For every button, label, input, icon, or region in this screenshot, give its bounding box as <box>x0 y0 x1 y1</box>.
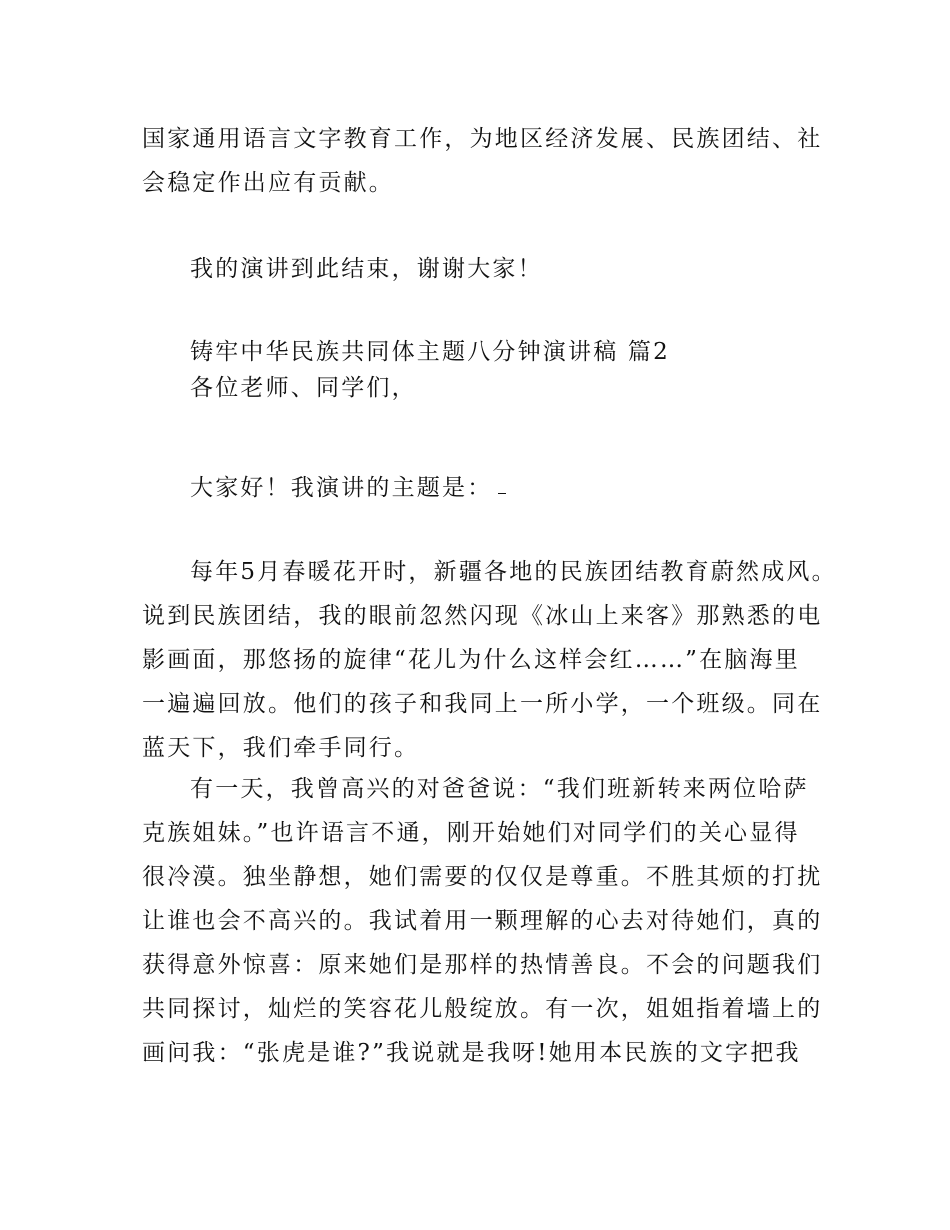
text-line: 一遍遍回放。他们的孩子和我同上一所小学，一个班级。同在 <box>142 691 823 717</box>
speech-heading-block <box>142 334 812 406</box>
text-line: 影画面，那悠扬的旋律“花儿为什么这样会红……”在脑海里 <box>142 647 800 673</box>
text-line: 画问我：“张虎是谁?”我说就是我呀!她用本民族的文字把我 <box>142 1040 801 1066</box>
text-line: 会稳定作出应有贡献。 <box>142 170 394 196</box>
text-line: 让谁也会不高兴的。我试着用一颗理解的心去对待她们，真的 <box>142 908 823 934</box>
speech-heading: 铸牢中华民族共同体主题八分钟演讲稿 篇2 <box>190 339 670 365</box>
text-line: 有一天，我曾高兴的对爸爸说：“我们班新转来两位哈萨 <box>190 776 809 802</box>
blank-underline <box>498 485 506 494</box>
text-line: 蓝天下，我们牵手同行。 <box>142 735 420 761</box>
text-line: 获得意外惊喜：原来她们是那样的热情善良。不会的问题我们 <box>142 952 823 978</box>
text-line: 说到民族团结，我的眼前忽然闪现《冰山上来客》那熟悉的电 <box>142 603 823 629</box>
text-line: 每年5月春暖花开时，新疆各地的民族团结教育蔚然成风。 <box>190 559 837 585</box>
text-line: 克族姐妹。”也许语言不通，刚开始她们对同学们的关心显得 <box>142 820 800 846</box>
text-line: 国家通用语言文字教育工作，为地区经济发展、民族团结、社 <box>142 126 823 152</box>
greeting <box>142 466 812 510</box>
closing-line <box>142 247 812 291</box>
paragraph-continuation <box>142 117 823 205</box>
closing-text: 我的演讲到此结束，谢谢大家！ <box>190 256 543 282</box>
text-line: 共同探讨，灿烂的笑容花儿般绽放。有一次，姐姐指着墙上的 <box>142 996 823 1022</box>
salutation: 各位老师、同学们， <box>190 375 417 401</box>
paragraph-1 <box>142 550 837 770</box>
text-line: 很冷漠。独坐静想，她们需要的仅仅是尊重。不胜其烦的打扰 <box>142 864 823 890</box>
paragraph-2 <box>142 767 823 1075</box>
greeting-line <box>142 466 812 510</box>
greeting-text: 大家好！我演讲的主题是： <box>190 475 493 501</box>
